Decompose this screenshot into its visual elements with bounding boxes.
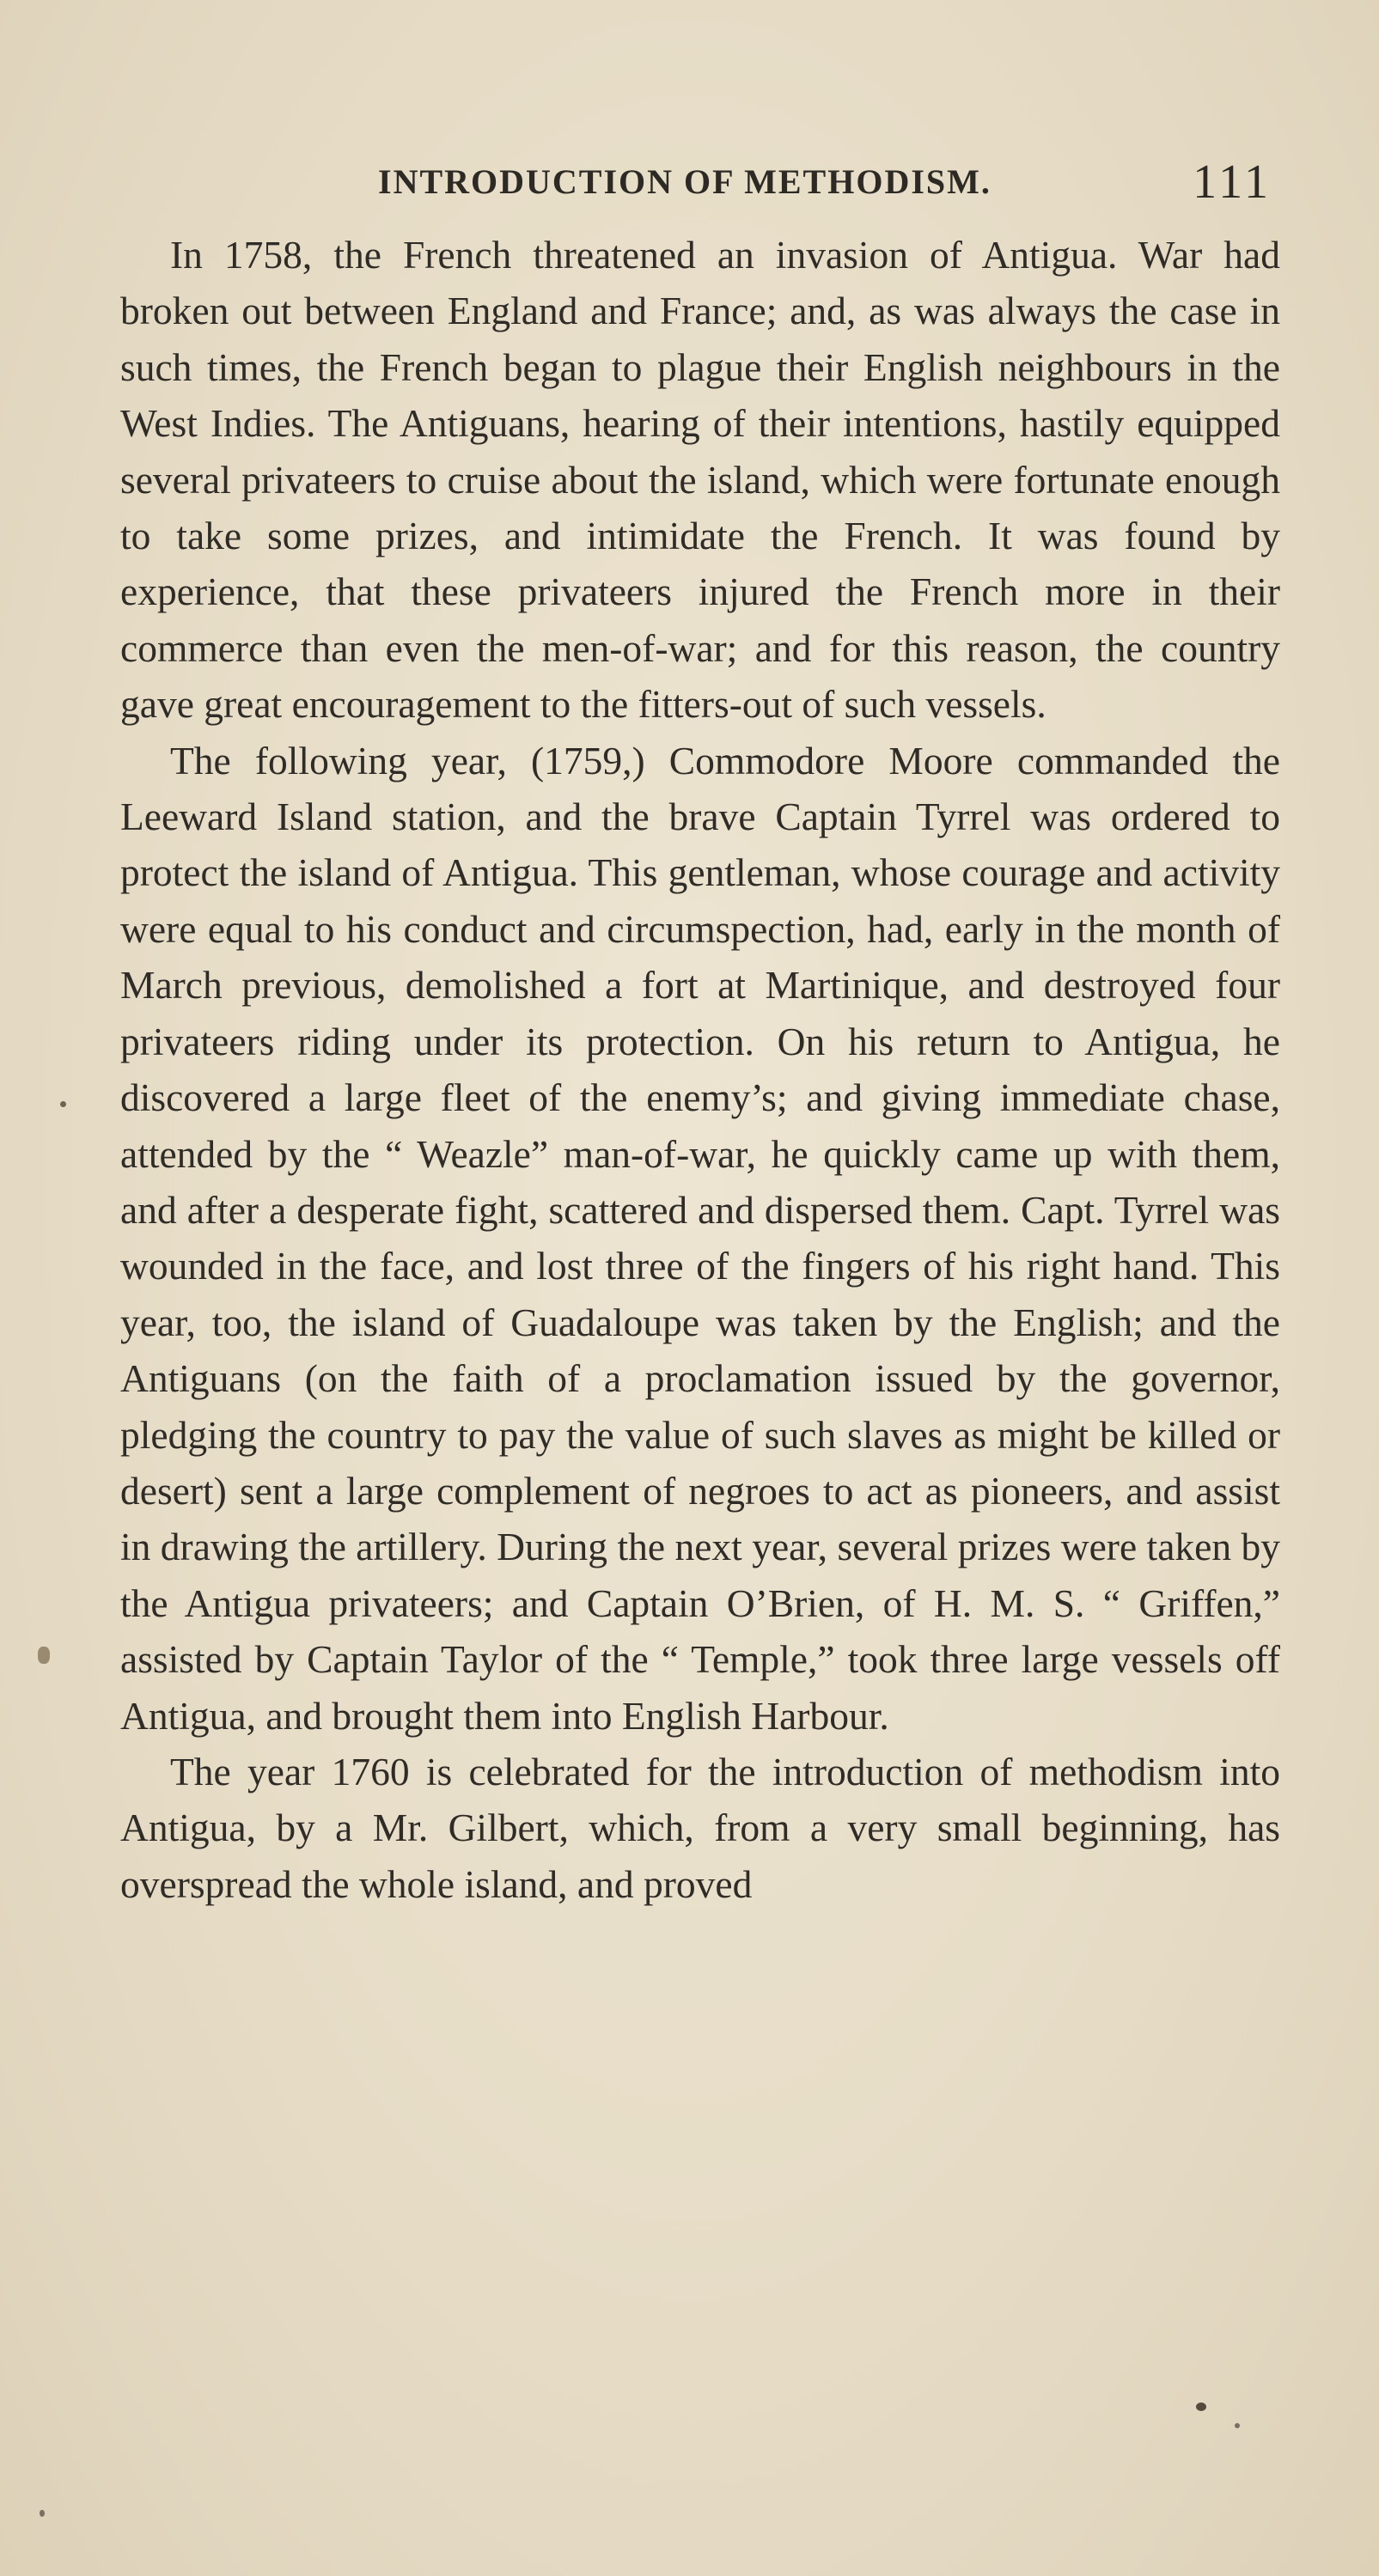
- running-title: INTRODUCTION OF METHODISM.: [378, 162, 992, 201]
- paragraph-commodore-moore: The following year, (1759,) Commodore Moore commanded the Leeward Island station, and the brave Captain Tyrrel was ordered to protect the island of Antigua. This gentleman, whose courage and activity were equal to his conduct and circumspection, had, early in the month of March previous, demolished a fort at Martinique, and destroyed four privateers riding under its protection. On his return to Antigua, he discovered a large fleet of the enemy’s; and giving immediate chase, attended by the “ Weazle” man-of-war, he quickly came up with them, and after a desperate fight, scattered and dispersed them. Capt. Tyrrel was wounded in the face, and lost three of the fingers of his right hand. This year, too, the island of Guadaloupe was taken by the English; and the Antiguans (on the faith of a proclamation issued by the governor, pledging the country to pay the value of such slaves as might be killed or desert) sent a large complement of negroes to act as pioneers, and assist in drawing the artillery. During the next year, several prizes were taken by the Antigua privateers; and Captain O’Brien, of H. M. S. “ Griffen,” assisted by Captain Taylor of the “ Temple,” took three large vessels off Antigua, and brought them into English Harbour.: [120, 738, 1280, 1738]
- paragraph-french-invasion: In 1758, the French threatened an invasion of Antigua. War had broken out between England and France; and, as was always the case in such times, the French began to plague their English neighbours in the West Indies. The Antiguans, hearing of their intentions, hastily equipped several privateers to cruise about the island, which were fortunate enough to take some prizes, and intimidate the French. It was found by experience, that these privateers injured the French more in their commerce than even the men-of-war; and for this reason, the country gave great encouragement to the fitters-out of such vessels.: [120, 233, 1280, 727]
- page-number: 111: [1193, 155, 1272, 209]
- paper-speck: [1235, 2423, 1240, 2428]
- paper-speck: [60, 1101, 66, 1107]
- body-text: [120, 227, 1280, 1912]
- paper-stain: [38, 1647, 50, 1664]
- running-head: [172, 156, 1272, 216]
- paragraph-methodism: The year 1760 is celebrated for the introduction of methodism into Antigua, by a Mr. Gilbert, which, from a very small beginning, has overspread the whole island, and proved: [120, 1749, 1280, 1906]
- paper-speck: [40, 2510, 45, 2517]
- ink-blot: [1196, 2402, 1206, 2411]
